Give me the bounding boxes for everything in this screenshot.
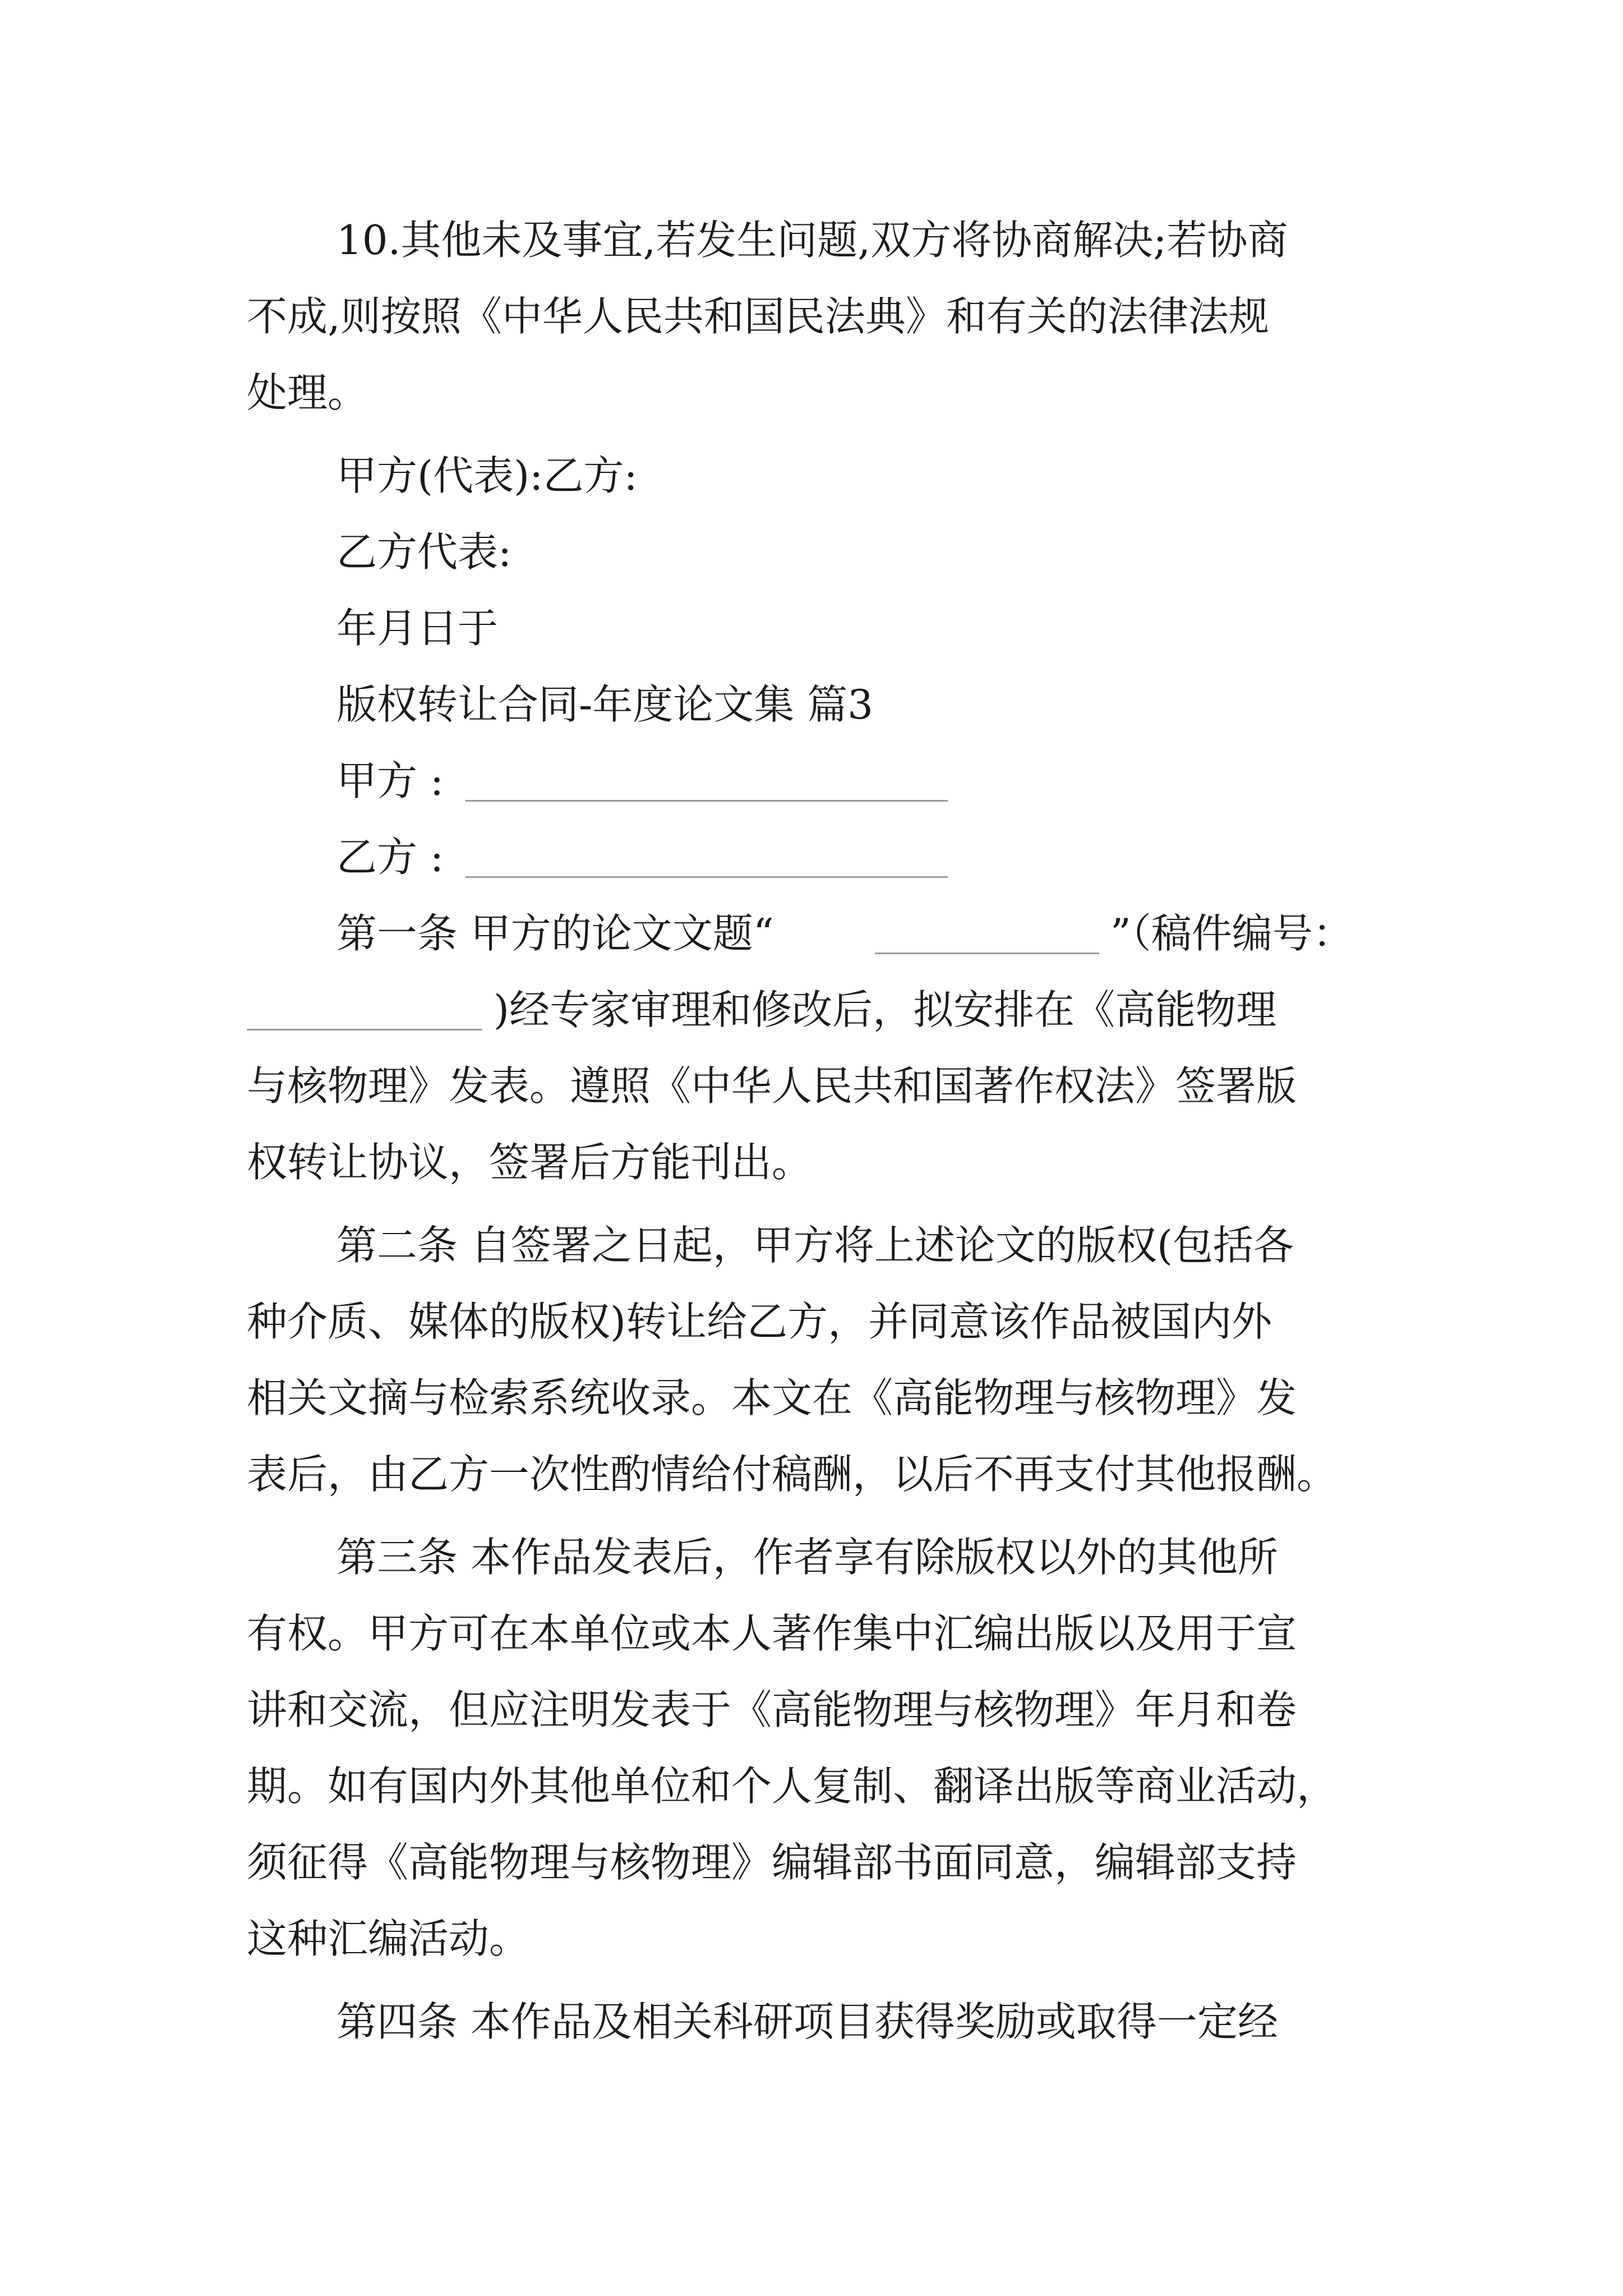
party-b-label: 乙方 : — [336, 834, 444, 881]
text-line: ”（稿件编号： — [1110, 910, 1353, 957]
text-line: 须征得《高能物理与核物理》编辑部书面同意，编辑部支持 — [247, 1839, 1297, 1886]
text-line: )经专家审理和修改后，拟安排在《高能物理 — [494, 986, 1277, 1033]
text-line: 期。如有国内外其他单位和个人复制、翻译出版等商业活动， — [247, 1763, 1338, 1810]
text-line: 10.其他未及事宜,若发生问题,双方将协商解决;若协商 — [336, 217, 1288, 264]
text-line: 相关文摘与检索系统收录。本文在《高能物理与核物理》发 — [247, 1374, 1297, 1421]
party-a-row — [336, 743, 953, 819]
text-line: 第一条 甲方的论文文题“ — [336, 910, 774, 957]
text-line: 不成,则按照《中华人民共和国民法典》和有关的法律法规 — [247, 293, 1269, 340]
party-b-blank[interactable] — [465, 876, 948, 878]
party-a-blank[interactable] — [465, 800, 948, 802]
signature-parties: 甲方(代表):乙方: — [336, 452, 638, 499]
text-line: 第四条 本作品及相关科研项目获得奖励或取得一定经 — [336, 1998, 1278, 2045]
title-blank[interactable] — [875, 953, 1099, 954]
text-line: 与核物理》发表。遵照《中华人民共和国著作权法》签署版 — [247, 1062, 1297, 1110]
article-1-line-2 — [247, 972, 1396, 1048]
party-a-label: 甲方 : — [336, 757, 444, 804]
text-line: 种介质、媒体的版权)转让给乙方，并同意该作品被国内外 — [247, 1298, 1272, 1345]
text-line: 有权。甲方可在本单位或本人著作集中汇编出版以及用于宣 — [247, 1610, 1297, 1657]
text-line: 这种汇编活动。 — [247, 1915, 530, 1962]
party-b-row — [336, 819, 953, 895]
text-line: 权转让协议，签署后方能刊出。 — [247, 1139, 813, 1186]
text-line: 表后，由乙方一次性酌情给付稿酬，以后不再支付其他报酬。 — [247, 1451, 1338, 1498]
signature-date: 年月日于 — [336, 605, 499, 652]
signature-rep: 乙方代表: — [336, 528, 512, 576]
text-line: 处理。 — [247, 369, 368, 416]
article-1-line-1 — [336, 895, 1430, 972]
text-line: 第三条 本作品发表后，作者享有除版权以外的其他所 — [336, 1534, 1278, 1581]
text-line: 讲和交流，但应注明发表于《高能物理与核物理》年月和卷 — [247, 1686, 1297, 1733]
manuscript-number-blank[interactable] — [247, 1029, 482, 1030]
text-line: 第二条 自签署之日起，甲方将上述论文的版权(包括各 — [336, 1222, 1294, 1269]
section-title: 版权转让合同-年度论文集 篇3 — [336, 681, 874, 728]
